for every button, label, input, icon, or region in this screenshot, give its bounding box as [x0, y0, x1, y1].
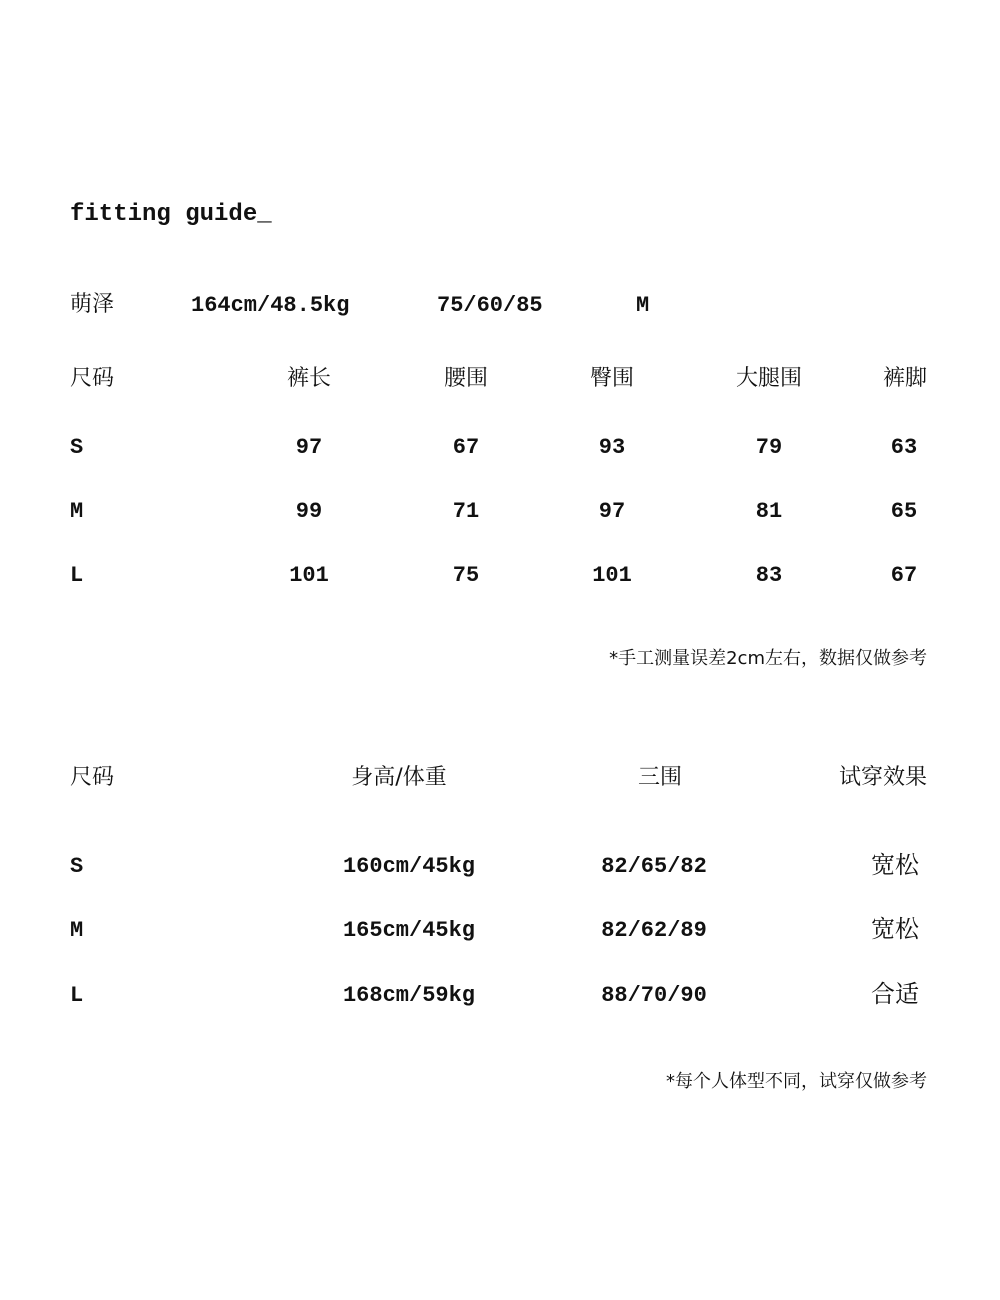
size-table-header-hem: 裤脚 [882, 366, 927, 391]
table-cell: L [70, 983, 84, 1008]
table-cell: 101 [289, 563, 329, 588]
table-cell: 165cm/45kg [342, 918, 476, 943]
table-cell: M [70, 499, 84, 524]
table-cell: 168cm/59kg [342, 983, 476, 1008]
table-cell: 99 [295, 499, 323, 524]
size-table-header-length: 裤长 [286, 366, 332, 391]
model-name: 萌泽 [70, 292, 115, 317]
table-cell: S [70, 435, 84, 460]
table-cell: 79 [755, 435, 783, 460]
table-cell: 101 [592, 563, 632, 588]
size-table-header-size: 尺码 [70, 366, 115, 391]
size-table-note: *手工测量误差2cm左右，数据仅做参考 [609, 648, 927, 669]
model-measurements: 75/60/85 [437, 293, 543, 318]
model-size: M [636, 293, 650, 318]
table-cell: 97 [295, 435, 323, 460]
table-cell: 97 [598, 499, 626, 524]
table-cell: 82/65/82 [601, 854, 707, 879]
fit-table-header-height-weight: 身高/体重 [351, 765, 447, 790]
table-cell: 71 [452, 499, 480, 524]
fit-table-header-fit-result: 试穿效果 [838, 765, 927, 790]
table-cell: 宽松 [871, 915, 919, 943]
fit-table-header-measurements: 三围 [637, 765, 683, 790]
table-cell: 82/62/89 [601, 918, 707, 943]
table-cell: 65 [890, 499, 918, 524]
table-cell: S [70, 854, 84, 879]
fit-table-header-size: 尺码 [70, 765, 115, 790]
table-cell: 宽松 [871, 851, 919, 879]
table-cell: L [70, 563, 84, 588]
fit-table-note: *每个人体型不同，试穿仅做参考 [666, 1071, 927, 1092]
model-height-weight: 164cm/48.5kg [191, 293, 350, 318]
table-cell: 67 [452, 435, 480, 460]
table-cell: 合适 [871, 980, 919, 1008]
size-table-header-waist: 腰围 [443, 366, 489, 391]
table-cell: 83 [755, 563, 783, 588]
table-cell: 88/70/90 [601, 983, 707, 1008]
table-cell: 81 [755, 499, 783, 524]
table-cell: 75 [452, 563, 480, 588]
size-table-header-hip: 臀围 [589, 366, 635, 391]
size-table-header-thigh: 大腿围 [735, 366, 803, 391]
table-cell: M [70, 918, 84, 943]
table-cell: 67 [890, 563, 918, 588]
table-cell: 93 [598, 435, 626, 460]
table-cell: 160cm/45kg [342, 854, 476, 879]
page-title: fitting guide_ [70, 201, 272, 228]
table-cell: 63 [890, 435, 918, 460]
